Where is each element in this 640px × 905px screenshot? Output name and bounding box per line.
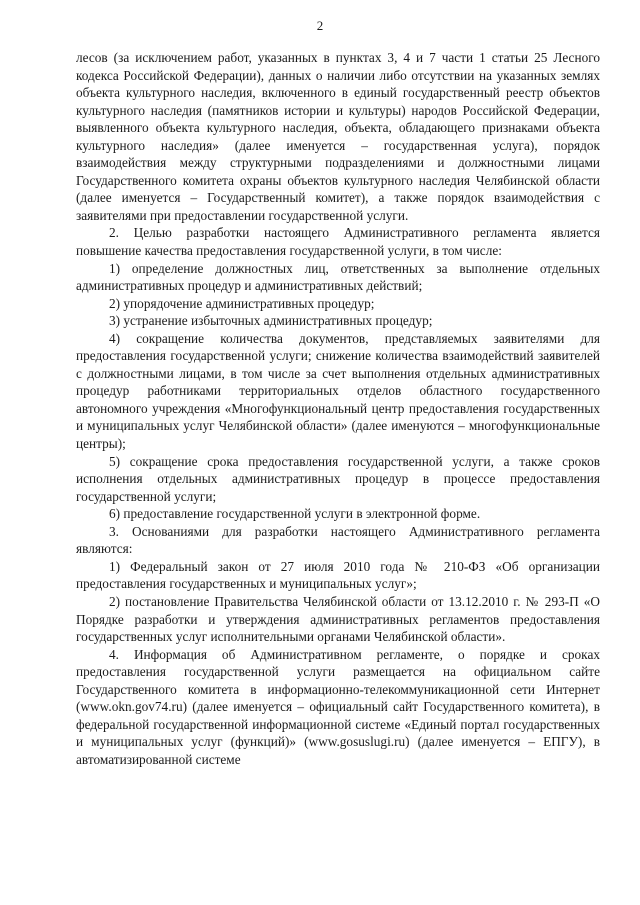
paragraph: 2. Целью разработки настоящего Административного регламента является повышение качества предоставления государственной услуги, в том числе: xyxy=(76,225,600,259)
list-item: 3) устранение избыточных административных процедур; xyxy=(109,313,433,329)
paragraph: 4. Информация об Административном регламенте, о порядке и сроках предоставления государственной услуги размещается на официальном сайте Государственного комитета в информационно-телекоммуникационной сети Интернет (www.okn.gov74.ru) (далее именуется – официальный сайт Государственного комитета), в федеральной государственной информационной системе «Единый портал государственных и муниципальных услуг (функций)» (www.gosuslugi.ru) (далее именуется – ЕПГУ), в автоматизированной системе xyxy=(76,646,600,767)
list-item: 1) определение должностных лиц, ответственных за выполнение отдельных административных процедур и административных действий; xyxy=(76,260,600,294)
list-item: 2) постановление Правительства Челябинской области от 13.12.2010 г. № 293-П «О Порядке разработки и утверждения административных регламентов предоставления государственных услуг исполнительными органами Челябинской области». xyxy=(76,593,600,645)
list-item: 4) сокращение количества документов, представляемых заявителями для предоставления государственной услуги; снижение количества взаимодействий заявителей с должностными лицами, в том числе за счет выполнения отдельных административных процедур работниками территориальных отделов областного государственного автономного учреждения «Многофункциональный центр предоставления государственных и муниципальных услуг Челябинской области» (далее именуются – многофункциональные центры); xyxy=(76,330,600,452)
page-number: 2 xyxy=(316,18,324,33)
document-body xyxy=(76,49,600,768)
paragraph: 3. Основаниями для разработки настоящего Административного регламента являются: xyxy=(76,523,600,557)
list-item: 2) упорядочение административных процедур; xyxy=(109,295,375,311)
list-item: 1) Федеральный закон от 27 июля 2010 года № 210-ФЗ «Об организации предоставления государственных и муниципальных услуг»; xyxy=(76,558,600,592)
list-item: 6) предоставление государственной услуги в электронной форме. xyxy=(109,506,481,522)
list-item: 5) сокращение срока предоставления государственной услуги, а также сроков исполнения отдельных административных процедур в процессе предоставления государственной услуги; xyxy=(76,453,600,504)
paragraph: лесов (за исключением работ, указанных в пунктах 3, 4 и 7 части 1 статьи 25 Лесного кодекса Российской Федерации), данных о наличии либо отсутствии на указанных землях объекта культурного наследия, включенного в единый государственный реестр объектов культурного наследия (памятников истории и культуры) народов Российской Федерации, выявленного объекта культурного наследия, объекта, обладающего признаками объекта культурного наследия» (далее именуется – государственная услуга), порядок взаимодействия между структурными подразделениями и должностными лицами Государственного комитета охраны объектов культурного наследия Челябинской области (далее именуется – Государственный комитет), а также порядок взаимодействия с заявителями при предоставлении государственной услуги. xyxy=(76,50,600,223)
